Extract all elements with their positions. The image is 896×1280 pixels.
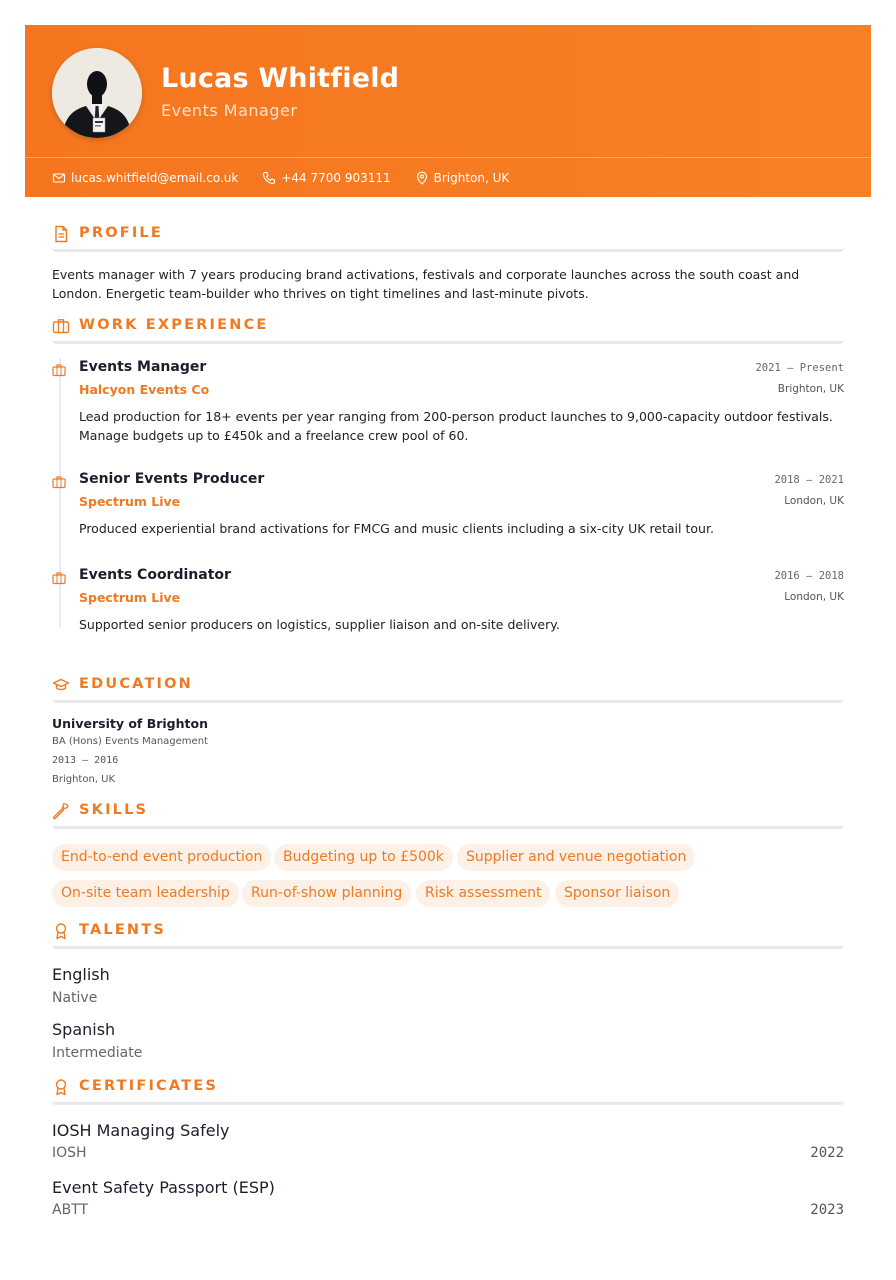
job-description-line: Produced experiential brand activations for FMCG and music clients including a six-city UK retail tour.	[79, 521, 714, 536]
location-text: Brighton, UK	[433, 170, 510, 185]
job-location: Brighton, UK	[777, 383, 844, 395]
skill-chip: Supplier and venue negotiation	[457, 844, 695, 871]
graduation-cap-icon	[52, 676, 70, 694]
wrench-icon	[52, 802, 70, 820]
briefcase-icon	[52, 475, 66, 489]
certificate-name: IOSH Managing Safely	[52, 1121, 230, 1140]
phone-icon	[262, 171, 276, 185]
section-experience-header	[52, 316, 844, 344]
job-dates: 2016 – 2018	[774, 570, 844, 582]
contact-phone[interactable]	[262, 171, 390, 185]
talent-name: Spanish	[52, 1020, 116, 1039]
briefcase-icon	[52, 363, 66, 377]
profile-summary	[52, 265, 842, 303]
job-description-line: Manage budgets up to £450k and a freelance crew pool of 60.	[79, 428, 469, 443]
education-school: University of Brighton	[52, 716, 208, 731]
section-talents-header	[52, 921, 844, 949]
profile-line: Events manager with 7 years producing brand activations, festivals and corporate launches across the south coast and	[52, 267, 800, 282]
job-title: Events Coordinator	[79, 567, 231, 583]
job-dates: 2018 – 2021	[774, 474, 844, 486]
job-description	[79, 407, 844, 445]
job-company: Halcyon Events Co	[79, 382, 210, 397]
education-degree: BA (Hons) Events Management	[52, 736, 208, 747]
education-location: Brighton, UK	[52, 774, 116, 785]
briefcase-icon	[52, 317, 70, 335]
document-icon	[52, 225, 70, 243]
job-entry	[52, 471, 844, 541]
skill-chip: Run-of-show planning	[242, 880, 411, 907]
contact-location	[415, 171, 510, 185]
job-description-line: Lead production for 18+ events per year ranging from 200-person product launches to 9,000-capacity outdoor festivals.	[79, 409, 833, 424]
job-entry	[52, 359, 844, 449]
section-education-header	[52, 675, 844, 703]
job-location: London, UK	[784, 591, 844, 603]
candidate-role: Events Manager	[161, 101, 298, 120]
section-title: TALENTS	[79, 922, 167, 938]
email-text: lucas.whitfield@email.co.uk	[71, 170, 239, 185]
award-ribbon-icon	[52, 922, 70, 940]
mail-icon	[52, 171, 66, 185]
section-title: WORK EXPERIENCE	[79, 317, 269, 333]
education-dates: 2013 – 2016	[52, 755, 119, 766]
section-title: EDUCATION	[79, 676, 194, 692]
section-title: SKILLS	[79, 802, 149, 818]
job-company: Spectrum Live	[79, 590, 181, 605]
briefcase-icon	[52, 571, 66, 585]
section-certificates-header	[52, 1077, 844, 1105]
contact-email[interactable]	[52, 171, 238, 185]
job-description	[79, 615, 844, 634]
section-title: CERTIFICATES	[79, 1078, 219, 1094]
certificate-issuer: ABTT	[52, 1202, 89, 1218]
person-silhouette-icon	[52, 48, 142, 138]
avatar	[52, 48, 142, 138]
section-skills-header	[52, 801, 844, 829]
certificate-issuer: IOSH	[52, 1145, 87, 1161]
job-dates: 2021 – Present	[755, 362, 844, 374]
skill-chip: On-site team leadership	[52, 880, 239, 907]
job-title: Senior Events Producer	[79, 471, 265, 487]
profile-line: London. Energetic team-builder who thrives on tight timelines and last-minute pivots.	[52, 286, 589, 301]
skill-chip: Budgeting up to £500k	[274, 844, 453, 871]
skill-chip: Sponsor liaison	[555, 880, 679, 907]
section-title: PROFILE	[79, 225, 163, 241]
location-pin-icon	[415, 171, 429, 185]
skill-chip: Risk assessment	[416, 880, 550, 907]
talent-level: Intermediate	[52, 1045, 143, 1061]
certificate-year: 2022	[810, 1145, 844, 1161]
certificate-year: 2023	[810, 1202, 844, 1218]
phone-text: +44 7700 903111	[281, 170, 391, 185]
skill-chip: End-to-end event production	[52, 844, 271, 871]
award-ribbon-icon	[52, 1078, 70, 1096]
resume-header	[25, 25, 871, 197]
talent-name: English	[52, 965, 110, 984]
talent-level: Native	[52, 990, 98, 1006]
job-location: London, UK	[784, 495, 844, 507]
candidate-name: Lucas Whitfield	[161, 63, 400, 94]
job-description	[79, 519, 844, 538]
job-title: Events Manager	[79, 359, 207, 375]
certificate-name: Event Safety Passport (ESP)	[52, 1178, 275, 1197]
job-company: Spectrum Live	[79, 494, 181, 509]
job-entry	[52, 567, 844, 637]
section-profile-header	[52, 224, 844, 252]
contact-bar	[25, 157, 871, 197]
job-description-line: Supported senior producers on logistics, supplier liaison and on-site delivery.	[79, 617, 560, 632]
